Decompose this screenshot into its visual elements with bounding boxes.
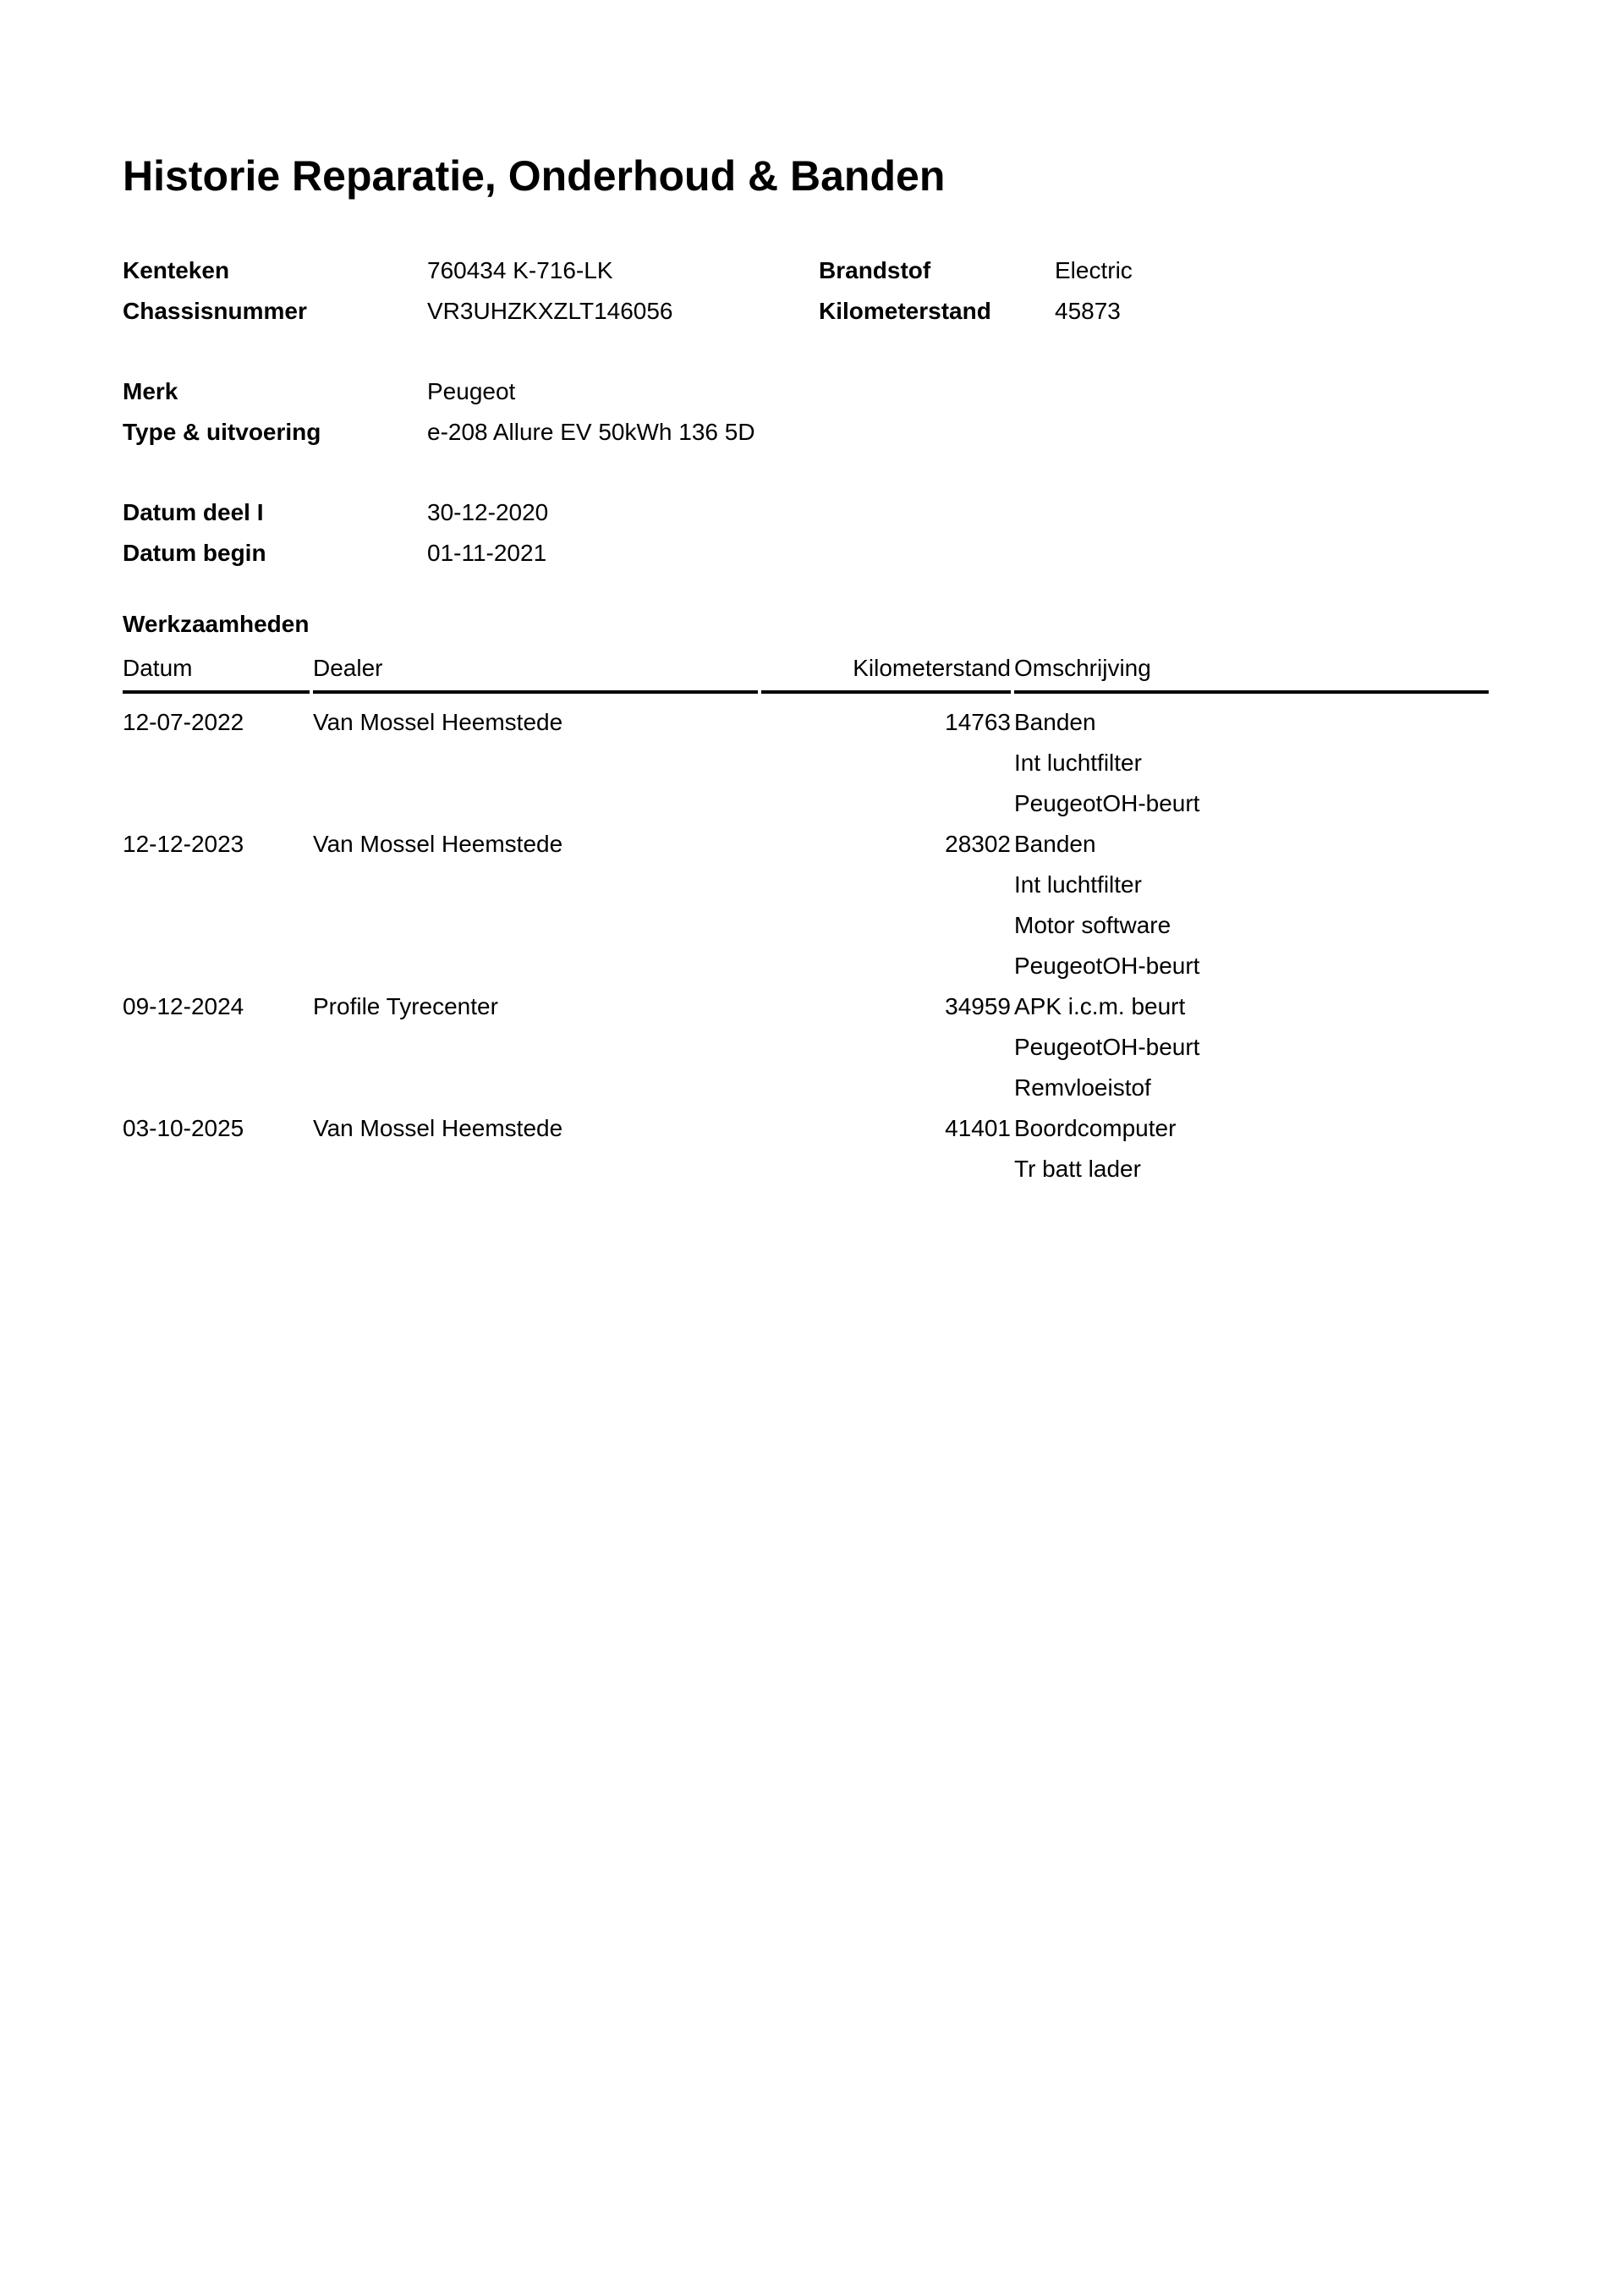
werkzaamheden-row xyxy=(123,1108,1489,1189)
werkzaamheden-table xyxy=(123,651,1489,1189)
work-descriptions xyxy=(1014,824,1489,986)
registration-dates-block xyxy=(123,492,1501,574)
work-description-line: PeugeotOH-beurt xyxy=(1014,953,1200,979)
werkzaamheden-heading: Werkzaamheden xyxy=(123,611,310,637)
werkzaamheden-row xyxy=(123,824,1489,986)
work-dealer: Van Mossel Heemstede xyxy=(313,709,563,735)
werkzaamheden-header-row xyxy=(123,651,1489,694)
work-date: 12-07-2022 xyxy=(123,709,244,735)
work-kilometerstand: 34959 xyxy=(945,993,1011,1019)
info-row-merk xyxy=(123,371,1501,412)
datum-deel-1-label: Datum deel I xyxy=(123,499,264,525)
chassisnummer-label: Chassisnummer xyxy=(123,298,307,324)
work-kilometerstand: 14763 xyxy=(945,709,1011,735)
work-description-line: Motor software xyxy=(1014,912,1171,938)
werkzaamheden-row xyxy=(123,986,1489,1108)
work-description-line: Int luchtfilter xyxy=(1014,750,1142,776)
work-description-line: PeugeotOH-beurt xyxy=(1014,790,1200,816)
merk-value: Peugeot xyxy=(427,378,516,404)
work-description-line: Remvloeistof xyxy=(1014,1074,1151,1101)
datum-begin-label: Datum begin xyxy=(123,540,266,566)
vehicle-model-block xyxy=(123,371,1501,453)
kenteken-label: Kenteken xyxy=(123,257,230,283)
column-header-datum: Datum xyxy=(123,651,310,694)
vehicle-identity-block xyxy=(123,250,1501,332)
info-row-chassis-kilometerstand xyxy=(123,291,1501,332)
info-row-type-uitvoering xyxy=(123,412,1501,453)
work-descriptions xyxy=(1014,1108,1489,1189)
datum-begin-value: 01-11-2021 xyxy=(427,540,547,566)
datum-deel-1-value: 30-12-2020 xyxy=(427,499,549,525)
work-description-line: Tr batt lader xyxy=(1014,1156,1141,1182)
work-description-line: Banden xyxy=(1014,709,1096,735)
work-description-line: APK i.c.m. beurt xyxy=(1014,993,1186,1019)
werkzaamheden-row xyxy=(123,702,1489,824)
werkzaamheden-rows xyxy=(123,702,1489,1189)
column-header-kilometerstand: Kilometerstand xyxy=(761,651,1011,694)
work-description-line: Int luchtfilter xyxy=(1014,871,1142,898)
work-description-line: Banden xyxy=(1014,831,1096,857)
info-row-datum-deel-1 xyxy=(123,492,1501,533)
work-date: 03-10-2025 xyxy=(123,1115,244,1141)
column-header-dealer: Dealer xyxy=(313,651,758,694)
brandstof-value: Electric xyxy=(1055,257,1133,283)
work-date: 12-12-2023 xyxy=(123,831,244,857)
work-kilometerstand: 28302 xyxy=(945,831,1011,857)
chassisnummer-value: VR3UHZKXZLT146056 xyxy=(427,298,673,324)
kilometerstand-label: Kilometerstand xyxy=(819,298,991,324)
work-dealer: Van Mossel Heemstede xyxy=(313,831,563,857)
type-uitvoering-value: e-208 Allure EV 50kWh 136 5D xyxy=(427,419,755,445)
work-descriptions xyxy=(1014,702,1489,824)
work-dealer: Profile Tyrecenter xyxy=(313,993,498,1019)
kilometerstand-value: 45873 xyxy=(1055,298,1121,324)
work-kilometerstand: 41401 xyxy=(945,1115,1011,1141)
merk-label: Merk xyxy=(123,378,178,404)
info-row-datum-begin xyxy=(123,533,1501,574)
info-row-kenteken-brandstof xyxy=(123,250,1501,291)
column-header-omschrijving: Omschrijving xyxy=(1014,651,1489,694)
page-title: Historie Reparatie, Onderhoud & Banden xyxy=(123,152,946,200)
brandstof-label: Brandstof xyxy=(819,257,931,283)
work-dealer: Van Mossel Heemstede xyxy=(313,1115,563,1141)
work-date: 09-12-2024 xyxy=(123,993,244,1019)
work-description-line: PeugeotOH-beurt xyxy=(1014,1034,1200,1060)
kenteken-value: 760434 K-716-LK xyxy=(427,257,613,283)
type-uitvoering-label: Type & uitvoering xyxy=(123,419,321,445)
work-description-line: Boordcomputer xyxy=(1014,1115,1177,1141)
work-descriptions xyxy=(1014,986,1489,1108)
